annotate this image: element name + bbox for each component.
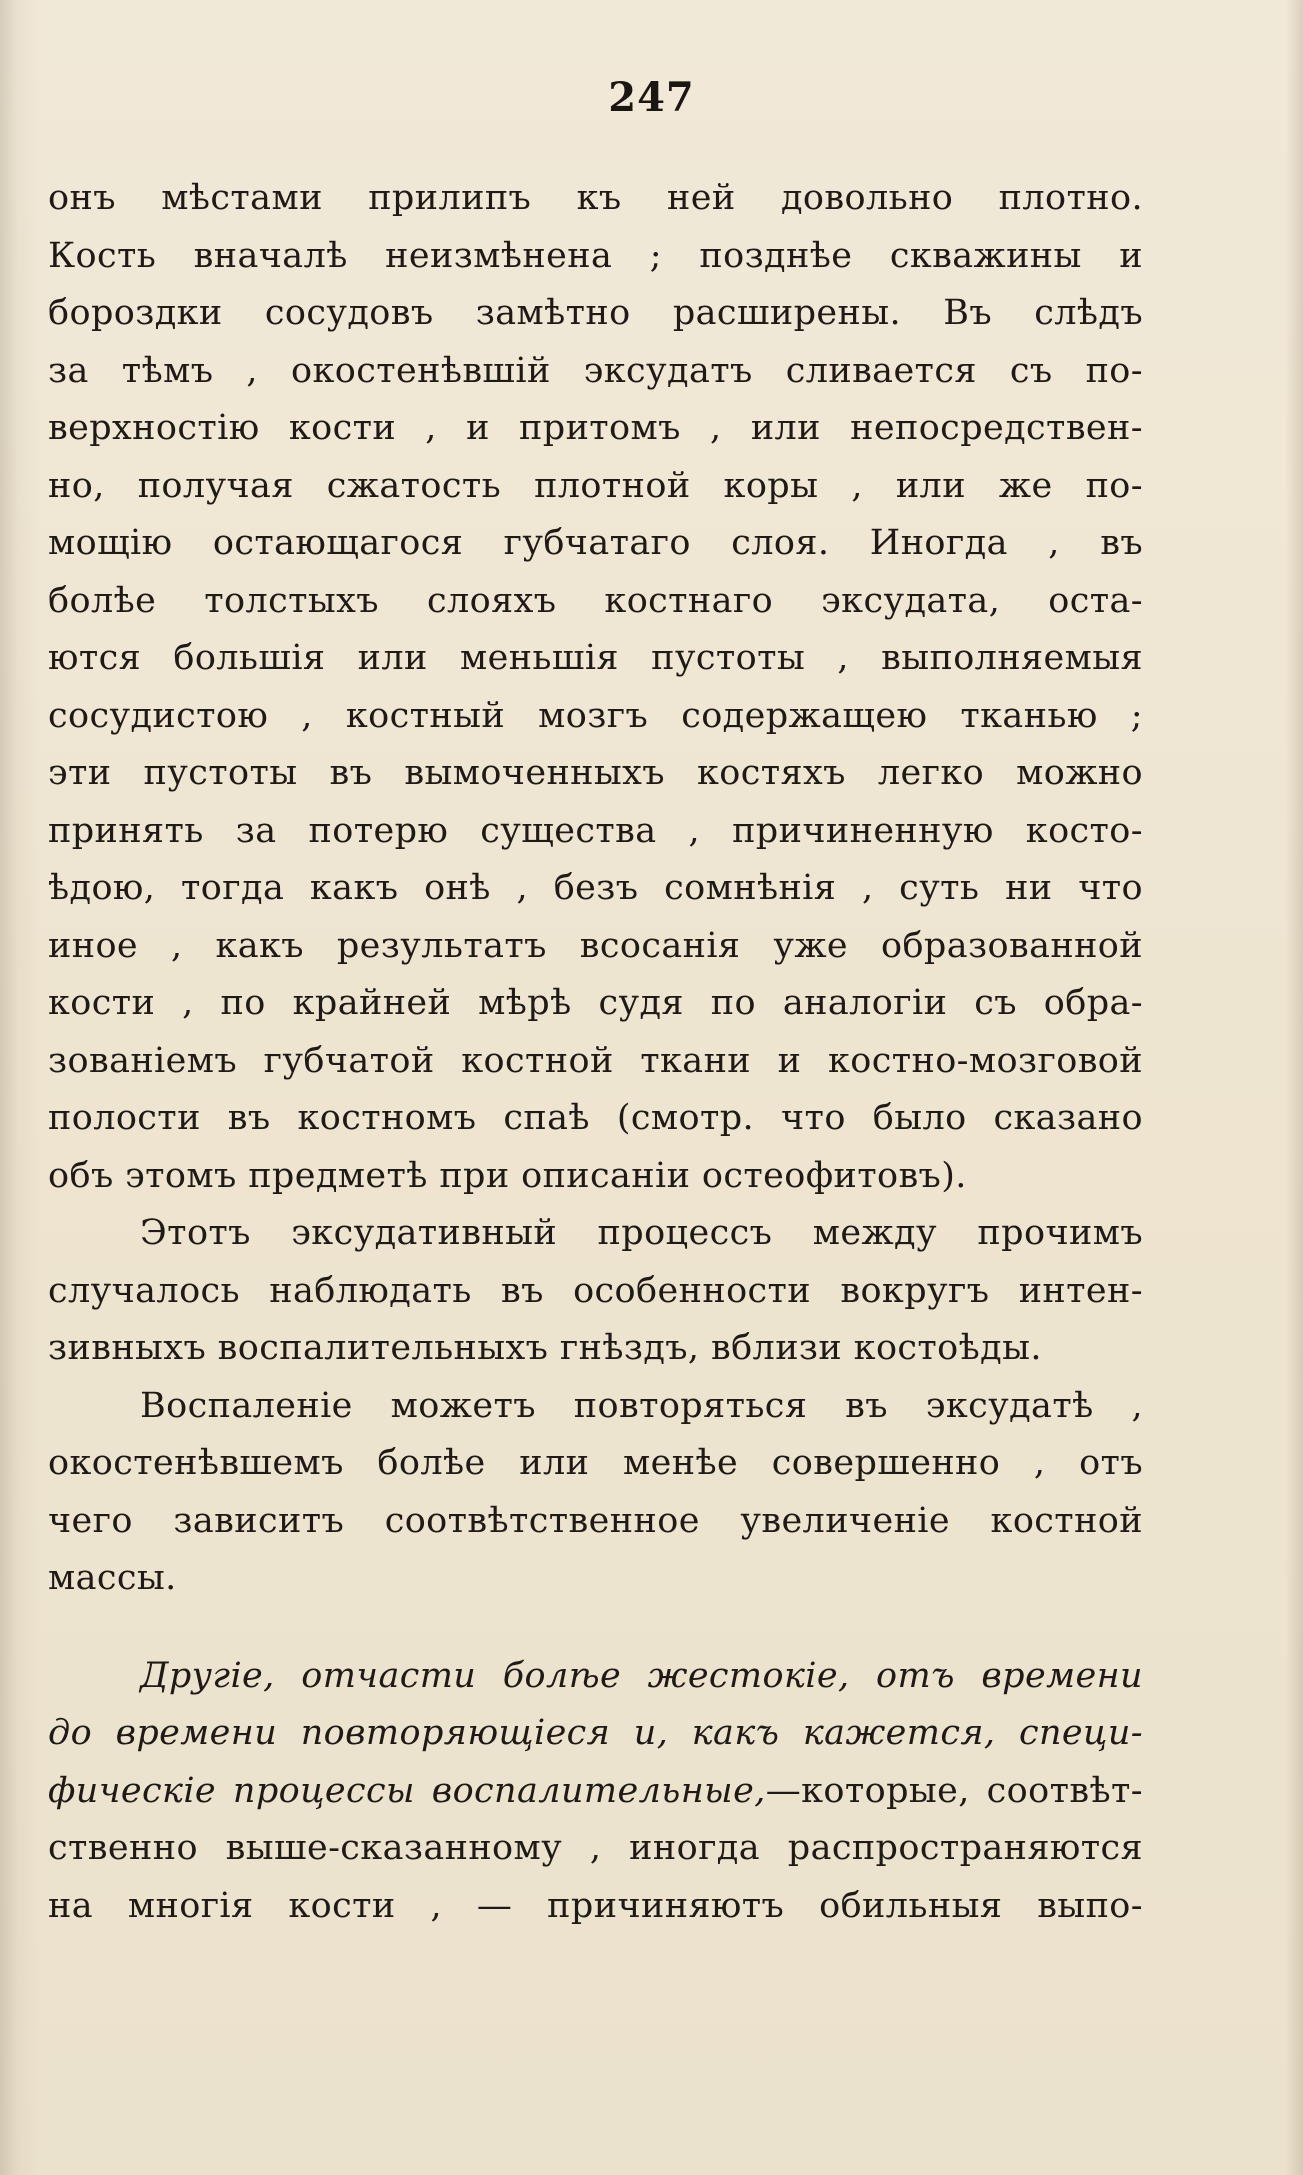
text-line: объ этомъ предметѣ при описаніи остеофитовъ).: [48, 1155, 967, 1196]
text-line: зивныхъ воспалительныхъ гнѣздъ, вблизи костоѣды.: [48, 1328, 1042, 1368]
text-line: эти пустоты въ вымоченныхъ костяхъ легко можно: [48, 753, 1143, 793]
text-line: чего зависитъ соотвѣтственное увеличеніе костной: [48, 1500, 1143, 1541]
text-line: полости въ костномъ спаѣ (смотр. что было сказано: [48, 1098, 1143, 1138]
page-number: 247: [608, 74, 695, 121]
text-line: за тѣмъ , окостенѣвшій эксудатъ сливается съ по-: [48, 350, 1143, 391]
body-text: [48, 170, 1143, 1935]
text-line: случалось наблюдать въ особенности вокругъ интен-: [48, 1270, 1143, 1311]
page-gutter-shadow: [1285, 0, 1303, 2175]
text-line: бороздки сосудовъ замѣтно расширены. Въ слѣдъ: [48, 293, 1143, 333]
text-line: мощію остающагося губчатаго слоя. Иногда , въ: [48, 523, 1143, 563]
text-line: ѣдою, тогда какъ онѣ , безъ сомнѣнія , суть ни что: [48, 868, 1143, 908]
text-line: принять за потерю существа , причиненную косто-: [48, 810, 1143, 851]
text-line: ются большія или меньшія пустоты , выполняемыя: [48, 638, 1143, 678]
text-line: Этотъ эксудативный процессъ между прочимъ: [140, 1213, 1143, 1253]
text-line: кости , по крайней мѣрѣ судя по аналогіи съ обра-: [48, 983, 1143, 1023]
text-line: онъ мѣстами прилипъ къ ней довольно плотно.: [48, 178, 1143, 218]
text-line: окостенѣвшемъ болѣе или менѣе совершенно , отъ: [48, 1443, 1143, 1483]
paragraph-gap: [48, 1608, 1143, 1648]
text-line-mixed: [48, 1763, 1143, 1821]
text-line: на многія кости , — причиняютъ обильныя выпо-: [48, 1885, 1143, 1926]
text-line: Воспаленіе можетъ повторяться въ эксудатѣ ,: [140, 1385, 1143, 1426]
text-line: верхностію кости , и притомъ , или непосредствен-: [48, 408, 1143, 448]
upright-run: —которые, соотвѣт-: [765, 1770, 1143, 1811]
text-line: зованіемъ губчатой костной ткани и костно-мозговой: [48, 1040, 1143, 1081]
text-line-italic: до времени повторяющіеся и, какъ кажется, специ-: [48, 1713, 1143, 1753]
text-line: иное , какъ результатъ всосанія уже образованной: [48, 925, 1143, 966]
text-line: Кость вначалѣ неизмѣнена ; позднѣе скважины и: [48, 235, 1143, 276]
text-line: но, получая сжатость плотной коры , или же по-: [48, 465, 1143, 506]
text-line: болѣе толстыхъ слояхъ костнаго эксудата, оста-: [48, 580, 1143, 621]
text-line: ственно выше-сказанному , иногда распространяются: [48, 1828, 1143, 1868]
text-line: массы.: [48, 1558, 177, 1598]
text-line: сосудистою , костный мозгъ содержащею тканью ;: [48, 695, 1143, 736]
italic-run: фическіе процессы воспалительные,: [48, 1770, 766, 1811]
text-line-italic: Другіе, отчасти болѣе жестокіе, отъ времени: [140, 1655, 1143, 1696]
